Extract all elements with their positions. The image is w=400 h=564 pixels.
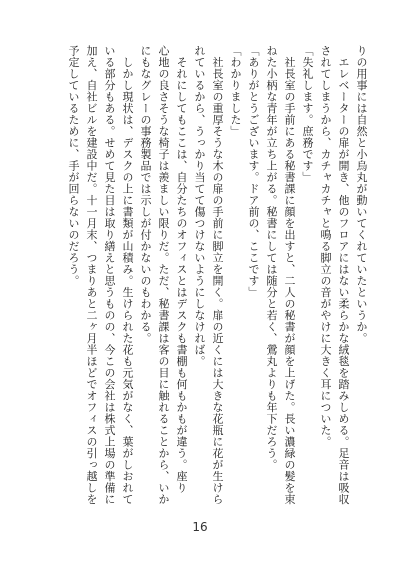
text-line: 社長室の重厚そうな木の扉の手前に脚立を開く。扉の近くには大きな花瓶に花が生けら — [211, 45, 224, 505]
text-line: 「ありがとうございます。ドア前の、ここです」 — [247, 45, 260, 298]
text-line: しかし現状は、デスクの上に書類が山積み。生けられた花も元気がなく、葉がしおれて — [121, 45, 134, 505]
text-line: エレベーターの扉が開き、他のフロアにはない柔らかな絨毯を踏みしめる。足音は吸収 — [337, 45, 350, 505]
text-line: 予定しているために、手が回らないのだろう。 — [67, 45, 80, 287]
text-line: にもなグレーの事務製品では示しが付かないのもわかる。 — [139, 45, 152, 344]
text-line: 心地の良さそうな椅子は羨ましい限りだ。ただ、秘書課は客の目に触れることから、いか — [157, 45, 170, 505]
text-line: それにしてもここは、自分たちのオフィスとはデスクも書棚も何もかもが違う。座り — [175, 45, 188, 494]
text-line: れているから、うっかり当てて傷つけないようにしなければ。 — [193, 45, 206, 367]
text-line: ねた小柄な青年が立ち上がる。秘書にしては随分と若く、鶯丸よりも年下だろう。 — [265, 45, 278, 471]
text-line: りの用事には自然と小烏丸が動いてくれていたというか。 — [355, 45, 368, 344]
text-line: されてしまうから、カチャカチャと鳴る脚立の音がやけに大きく耳についた。 — [319, 45, 332, 448]
page-number: 16 — [192, 520, 208, 534]
text-line: 「わかりました」 — [229, 45, 242, 137]
text-line: 「失礼します。庶務です」 — [301, 45, 314, 183]
text-line: 加え、自社ビルを建設中だ。十一月末、つまりあと二ヶ月半ほどでオフィスの引っ越しを — [85, 45, 98, 505]
text-line: いる部分もある。せめて見た目は取り繕えと思うものの、今この会社は株式上場の準備に — [103, 45, 116, 505]
text-line: 社長室の手前にある秘書課に顔を出すと、二人の秘書が顔を上げた。長い濃緑の髪を束 — [283, 45, 296, 505]
vertical-body-text — [30, 45, 370, 515]
